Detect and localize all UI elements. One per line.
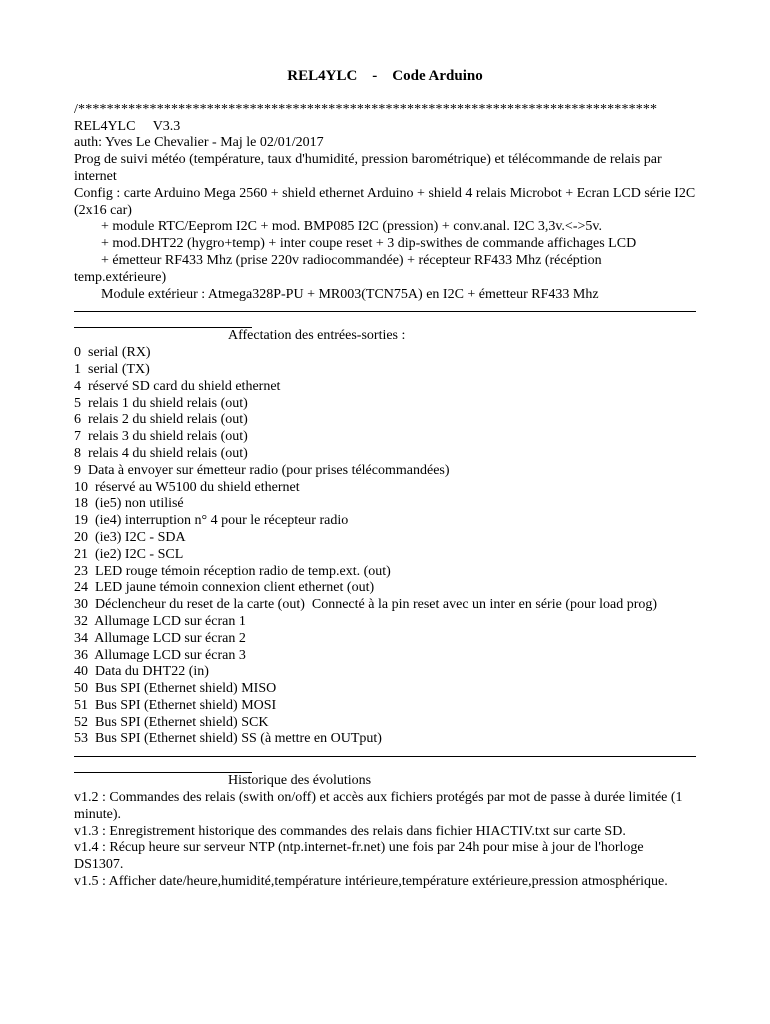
io-list-item: 21 (ie2) I2C - SCL — [74, 546, 184, 562]
io-list-item: 18 (ie5) non utilisé — [74, 496, 184, 512]
module-ext-line: Module extérieur : Atmega328P-PU + MR003(TCN75A) en I2C + émetteur RF433 Mhz — [101, 286, 599, 302]
io-list-item: 9 Data à envoyer sur émetteur radio (pour prises télécommandées) — [74, 462, 450, 478]
io-list-item: 24 LED jaune témoin connexion client ethernet (out) — [74, 580, 375, 596]
io-list — [74, 345, 696, 748]
version-line: REL4YLC V3.3 — [74, 118, 181, 134]
config-line-rtc: + module RTC/Eeprom I2C + mod. BMP085 I2C (pression) + conv.anal. I2C 3,3v.<->5v. — [101, 219, 602, 235]
io-list-item: 7 relais 3 du shield relais (out) — [74, 429, 248, 445]
separator-short — [74, 772, 252, 773]
author-line: auth: Yves Le Chevalier - Maj le 02/01/2017 — [74, 135, 324, 151]
io-list-item: 0 serial (RX) — [74, 345, 151, 361]
io-list-item: 36 Allumage LCD sur écran 3 — [74, 647, 246, 663]
document-title: REL4YLC - Code Arduino — [287, 68, 483, 84]
history-list-item: v1.4 : Récup heure sur serveur NTP (ntp.internet-fr.net) une fois par 24h pour mise à jour de l'horloge DS1307. — [74, 840, 644, 873]
history-section-heading: Historique des évolutions — [228, 773, 372, 789]
io-list-item: 8 relais 4 du shield relais (out) — [74, 445, 248, 461]
separator-long — [74, 756, 696, 757]
separator — [74, 748, 696, 769]
io-list-item: 50 Bus SPI (Ethernet shield) MISO — [74, 681, 277, 697]
io-list-item: 23 LED rouge témoin réception radio de temp.ext. (out) — [74, 563, 391, 579]
io-list-item: 52 Bus SPI (Ethernet shield) SCK — [74, 714, 269, 730]
io-list-item: 6 relais 2 du shield relais (out) — [74, 412, 248, 428]
config-line-rf433: + émetteur RF433 Mhz (prise 220v radiocommandée) + récepteur RF433 Mhz (récéption temp.extérieure) — [74, 252, 602, 285]
io-section-heading: Affectation des entrées-sorties : — [228, 328, 406, 344]
history-list — [74, 790, 696, 891]
io-list-item: 5 relais 1 du shield relais (out) — [74, 395, 248, 411]
history-list-item: v1.5 : Afficher date/heure,humidité,température intérieure,température extérieure,pression atmosphérique. — [74, 874, 668, 890]
history-list-item: v1.2 : Commandes des relais (swith on/off) et accès aux fichiers protégés par mot de passe à durée limitée (1 minute). — [74, 790, 683, 822]
io-list-item: 10 réservé au W5100 du shield ethernet — [74, 479, 300, 495]
document-page — [74, 68, 696, 891]
config-line-dht: + mod.DHT22 (hygro+temp) + inter coupe reset + 3 dip-swithes de commande affichages LCD — [101, 236, 637, 252]
separator-short — [74, 327, 252, 328]
separator — [74, 303, 696, 324]
io-list-item: 20 (ie3) I2C - SDA — [74, 529, 186, 545]
io-list-item: 51 Bus SPI (Ethernet shield) MOSI — [74, 697, 277, 713]
io-list-item: 34 Allumage LCD sur écran 2 — [74, 630, 246, 646]
description-line: Prog de suivi météo (température, taux d'humidité, pression barométrique) et télécommande de relais par internet — [74, 152, 662, 184]
io-list-item: 30 Déclencheur du reset de la carte (out) Connecté à la pin reset avec un inter en série (pour load prog) — [74, 597, 658, 613]
separator-long — [74, 311, 696, 312]
io-list-item: 53 Bus SPI (Ethernet shield) SS (à mettre en OUTput) — [74, 731, 382, 747]
io-list-item: 19 (ie4) interruption n° 4 pour le récepteur radio — [74, 513, 349, 529]
io-list-item: 32 Allumage LCD sur écran 1 — [74, 613, 246, 629]
io-list-item: 4 réservé SD card du shield ethernet — [74, 378, 281, 394]
comment-stars: /********************************************************************************* — [74, 101, 658, 117]
config-line: Config : carte Arduino Mega 2560 + shield ethernet Arduino + shield 4 relais Microbot + Ecran LCD série I2C (2x16 car) — [74, 185, 696, 218]
history-list-item: v1.3 : Enregistrement historique des commandes des relais dans fichier HIACTIV.txt sur carte SD. — [74, 823, 626, 839]
io-list-item: 40 Data du DHT22 (in) — [74, 664, 209, 680]
io-list-item: 1 serial (TX) — [74, 361, 150, 377]
